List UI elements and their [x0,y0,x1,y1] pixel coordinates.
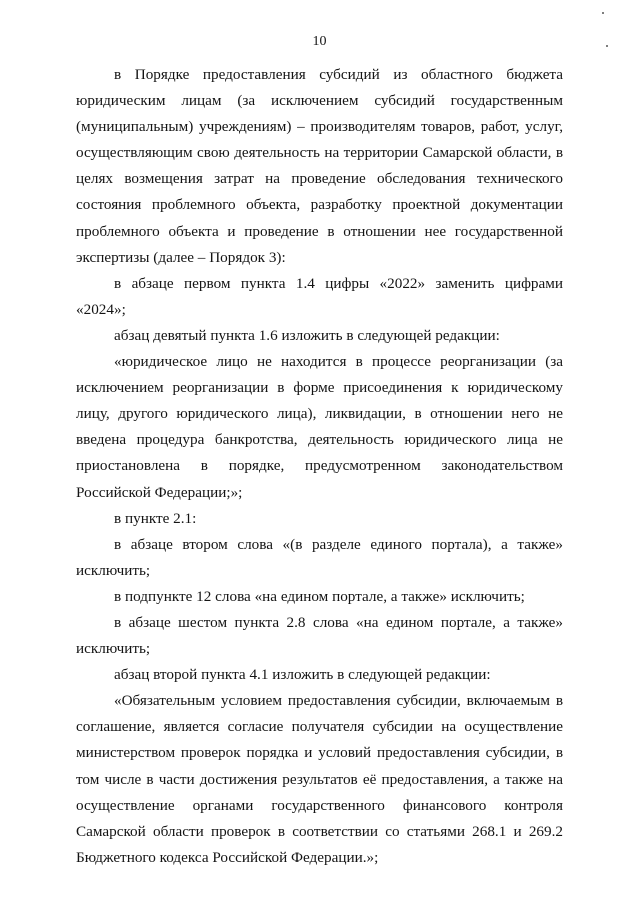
paragraph-item-2-1: в пункте 2.1: [114,509,197,527]
paragraph-item-2-1-second: в абзаце втором слова «(в разделе единого портала), а также» исключить; [76,535,563,579]
paragraph-item-1-6: абзац девятый пункта 1.6 изложить в следующей редакции: [114,326,500,344]
paragraph-procedure-3-intro: в Порядке предоставления субсидий из областного бюджета юридическим лицам (за исключением субсидий государственным (муниципальным) учреждениям) – производителям товаров, работ, услуг, осуществляющим свою деятельность на территории Самарской области, в целях возмещения затрат на проведение обследования технического состояния проблемного объекта, разработку проектной документации проблемного объекта и проведение в отношении нее государственной экспертизы (далее – Порядок 3): [76,66,563,266]
scan-speck [602,12,604,14]
paragraph-item-2-8: в абзаце шестом пункта 2.8 слова «на едином портале, а также» исключить; [76,613,563,658]
document-body [76,62,563,871]
paragraph-item-4-1-text: «Обязательным условием предоставления субсидии, включаемым в соглашение, является согласие получателя субсидии на осуществление министерством проверок порядка и условий предоставления субсидии, в том числе в части достижения результатов её предоставления, а также на осуществление органами государственного финансового контроля Самарской области проверок в соответствии со статьями 268.1 и 269.2 Бюджетного кодекса Российской Федерации.»; [76,692,563,866]
paragraph-item-4-1: абзац второй пункта 4.1 изложить в следующей редакции: [114,666,491,684]
paragraph-item-2-1-sub-12: в подпункте 12 слова «на едином портале, а также» исключить; [114,587,525,605]
scan-speck [606,45,608,47]
paragraph-item-1-6-text: «юридическое лицо не находится в процессе реорганизации (за исключением реорганизации в форме присоединения к юридическому лицу, другого юридического лица), ликвидации, в отношении него не введена процедура банкротства, деятельность юридического лица не приостановлена в порядке, предусмотренном законодательством Российской Федерации;»; [76,353,563,501]
page-number: 10 [312,34,327,49]
paragraph-item-1-4: в абзаце первом пункта 1.4 цифры «2022» заменить цифрами «2024»; [76,274,563,318]
